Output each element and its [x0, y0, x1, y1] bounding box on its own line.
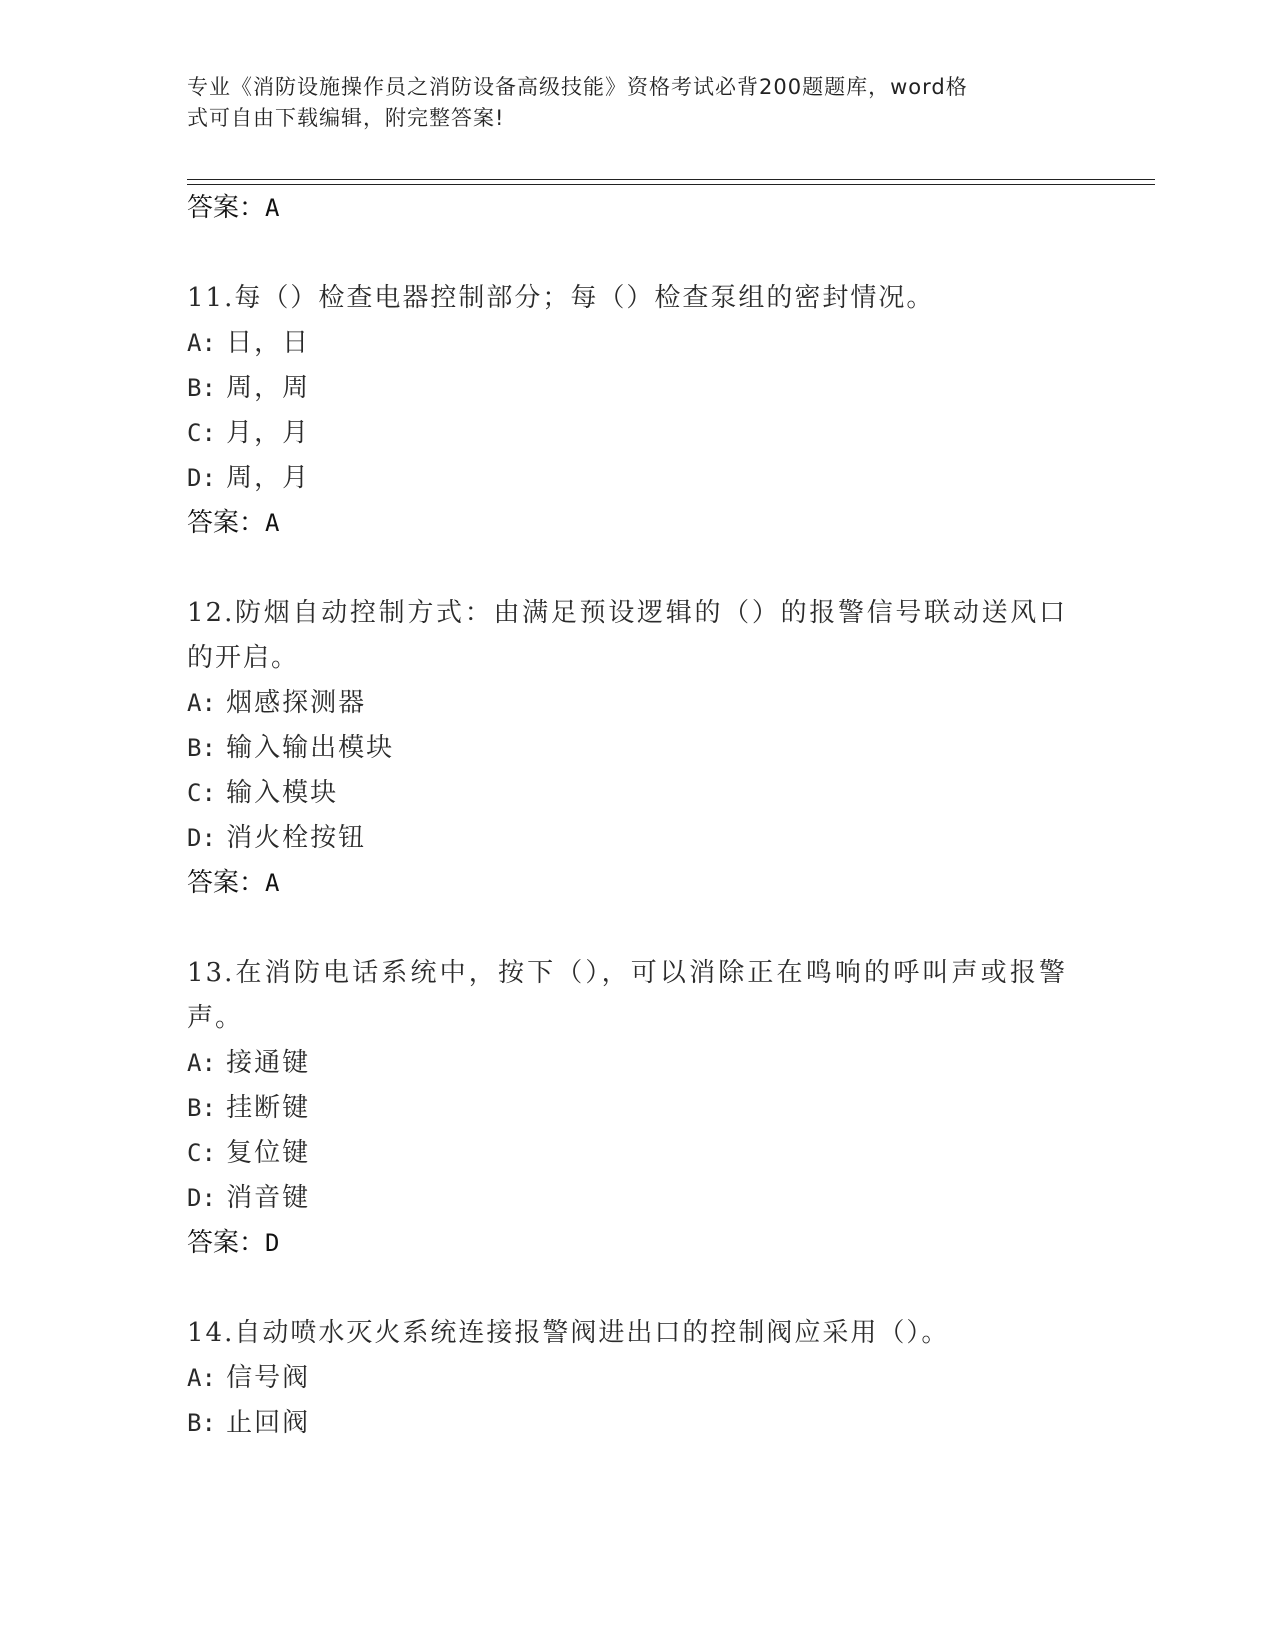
option-text: 周，周 [226, 373, 311, 403]
question-text: 11.每（）检查电器控制部分；每（）检查泵组的密封情况。 [187, 283, 935, 313]
answer-label: 答案： [187, 508, 266, 538]
answer-line [187, 1221, 1087, 1266]
option-a [187, 681, 1087, 726]
answer-label: 答案： [187, 1228, 266, 1258]
answer-value: A [265, 194, 282, 222]
option-text: 烟感探测器 [226, 688, 367, 718]
option-text: 消火栓按钮 [226, 823, 367, 853]
option-letter: B: [187, 374, 216, 402]
question-text: 14.自动喷水灭火系统连接报警阀进出口的控制阀应采用（）。 [187, 1318, 950, 1348]
option-letter: D: [187, 1184, 216, 1212]
option-c [187, 411, 1087, 456]
question-text: 12.防烟自动控制方式：由满足预设逻辑的（）的报警信号联动送风口的开启。 [187, 598, 1067, 673]
option-b [187, 1401, 1087, 1446]
option-text: 输入输出模块 [226, 733, 395, 763]
option-text: 日，日 [226, 328, 311, 358]
header-rule-bottom [187, 184, 1155, 185]
option-text: 挂断键 [226, 1093, 311, 1123]
option-text: 接通键 [226, 1048, 311, 1078]
question-list [187, 186, 1087, 1446]
answer-label: 答案： [187, 868, 266, 898]
spacer [187, 231, 1087, 276]
spacer [187, 1266, 1087, 1311]
option-letter: A: [187, 329, 216, 357]
spacer [187, 546, 1087, 591]
option-text: 输入模块 [226, 778, 339, 808]
option-a [187, 1041, 1087, 1086]
answer-line [187, 861, 1087, 906]
option-c [187, 771, 1087, 816]
option-text: 止回阀 [226, 1408, 311, 1438]
option-letter: C: [187, 1139, 216, 1167]
option-text: 信号阀 [226, 1363, 311, 1393]
option-letter: B: [187, 1409, 216, 1437]
option-text: 消音键 [226, 1183, 311, 1213]
question-item [187, 591, 1087, 906]
option-d [187, 456, 1087, 501]
answer-line [187, 501, 1087, 546]
option-text: 复位键 [226, 1138, 311, 1168]
option-letter: B: [187, 1094, 216, 1122]
option-a [187, 1356, 1087, 1401]
option-d [187, 816, 1087, 861]
document-header [187, 72, 1067, 134]
option-letter: C: [187, 779, 216, 807]
option-b [187, 726, 1087, 771]
option-b [187, 1086, 1087, 1131]
option-d [187, 1176, 1087, 1221]
header-line-2: 式可自由下载编辑，附完整答案! [187, 106, 505, 130]
option-text: 月，月 [226, 418, 311, 448]
question-item [187, 951, 1087, 1266]
question-item [187, 1311, 1087, 1446]
option-letter: D: [187, 824, 216, 852]
option-letter: A: [187, 1049, 216, 1077]
answer-line [187, 186, 1087, 231]
question-item [187, 276, 1087, 546]
spacer [187, 906, 1087, 951]
header-rule-top [187, 179, 1155, 180]
option-letter: A: [187, 689, 216, 717]
answer-value: D [265, 1229, 282, 1257]
option-letter: B: [187, 734, 216, 762]
answer-label: 答案： [187, 193, 266, 223]
answer-value: A [265, 869, 282, 897]
option-text: 周，月 [226, 463, 311, 493]
option-c [187, 1131, 1087, 1176]
option-a [187, 321, 1087, 366]
header-line-1: 专业《消防设施操作员之消防设备高级技能》资格考试必背200题题库，word格 [187, 75, 968, 99]
option-letter: C: [187, 419, 216, 447]
option-b [187, 366, 1087, 411]
option-letter: A: [187, 1364, 216, 1392]
question-text: 13.在消防电话系统中，按下（），可以消除正在鸣响的呼叫声或报警声。 [187, 958, 1067, 1033]
option-letter: D: [187, 464, 216, 492]
answer-value: A [265, 509, 282, 537]
